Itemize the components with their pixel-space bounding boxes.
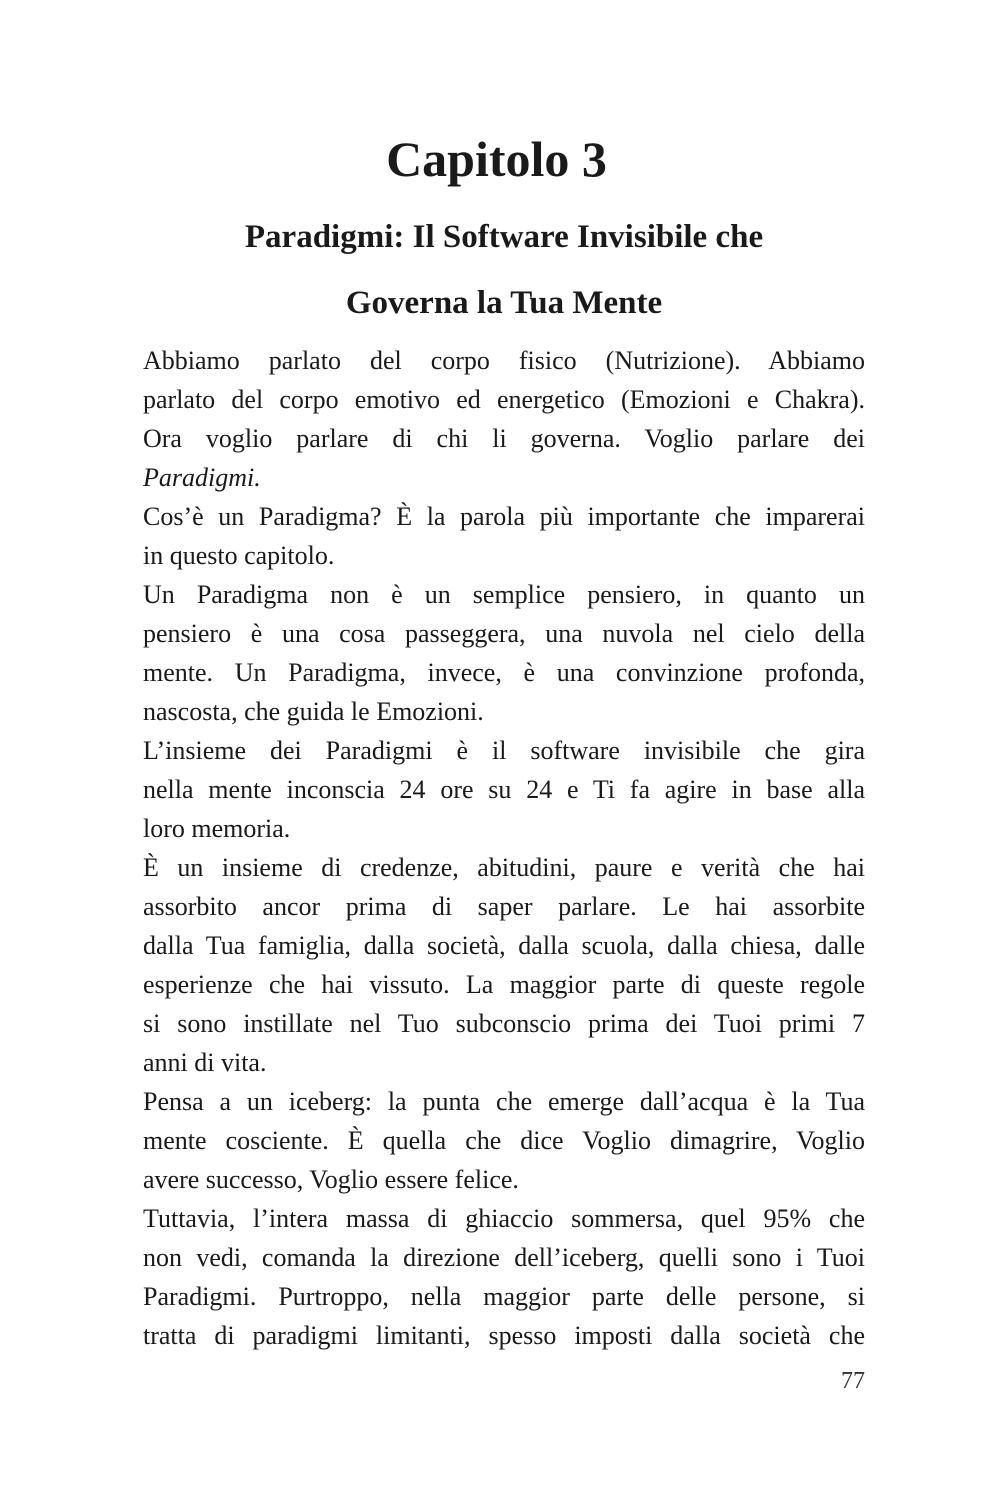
- text-line: Cos’è un Paradigma? È la parola più importante che imparerai: [143, 502, 865, 531]
- paragraph: [143, 1082, 865, 1199]
- text-line: si sono instillate nel Tuo subconscio prima dei Tuoi primi 7: [143, 1009, 865, 1038]
- paragraph: [143, 848, 865, 1082]
- text-line: Ora voglio parlare di chi li governa. Voglio parlare dei: [143, 424, 865, 453]
- chapter-body: [143, 341, 865, 1355]
- text-line: Paradigmi. Purtroppo, nella maggior parte delle persone, si: [143, 1282, 865, 1311]
- subtitle-line: Paradigmi: Il Software Invisibile che: [244, 219, 764, 255]
- text-line: nascosta, che guida le Emozioni.: [143, 697, 484, 726]
- text-line: in questo capitolo.: [143, 541, 335, 570]
- text-line: parlato del corpo emotivo ed energetico (Emozioni e Chakra).: [143, 385, 865, 414]
- chapter-title: Capitolo 3: [386, 131, 607, 187]
- page-number: 77: [841, 1368, 865, 1394]
- text-line: Un Paradigma non è un semplice pensiero, in quanto un: [143, 580, 865, 609]
- text-line: tratta di paradigmi limitanti, spesso imposti dalla società che: [143, 1321, 865, 1350]
- text-line: Tuttavia, l’intera massa di ghiaccio sommersa, quel 95% che: [143, 1204, 865, 1233]
- text-line: dalla Tua famiglia, dalla società, dalla scuola, dalla chiesa, dalle: [143, 931, 865, 960]
- text-line: non vedi, comanda la direzione dell’iceberg, quelli sono i Tuoi: [143, 1243, 865, 1272]
- paragraph: [143, 1199, 865, 1355]
- text-line: nella mente inconscia 24 ore su 24 e Ti fa agire in base alla: [143, 775, 865, 804]
- text-line: loro memoria.: [143, 814, 291, 843]
- text-line: Paradigmi.: [143, 463, 261, 492]
- text-line: pensiero è una cosa passeggera, una nuvola nel cielo della: [143, 619, 865, 648]
- text-line: Pensa a un iceberg: la punta che emerge dall’acqua è la Tua: [143, 1087, 865, 1116]
- text-line: mente. Un Paradigma, invece, è una convinzione profonda,: [143, 658, 865, 687]
- text-line: Abbiamo parlato del corpo fisico (Nutrizione). Abbiamo: [143, 346, 865, 375]
- text-line: assorbito ancor prima di saper parlare. Le hai assorbite: [143, 892, 865, 921]
- paragraph: [143, 497, 865, 575]
- text-line: mente cosciente. È quella che dice Voglio dimagrire, Voglio: [143, 1126, 865, 1155]
- text-line: avere successo, Voglio essere felice.: [143, 1165, 519, 1194]
- subtitle-line: Governa la Tua Mente: [345, 285, 663, 321]
- paragraph: [143, 341, 865, 497]
- paragraph: [143, 731, 865, 848]
- text-line: esperienze che hai vissuto. La maggior parte di queste regole: [143, 970, 865, 999]
- text-line: L’insieme dei Paradigmi è il software invisibile che gira: [143, 736, 865, 765]
- paragraph: [143, 575, 865, 731]
- text-line: È un insieme di credenze, abitudini, paure e verità che hai: [143, 853, 865, 882]
- chapter-subtitle: [143, 204, 865, 336]
- text-line: anni di vita.: [143, 1048, 267, 1077]
